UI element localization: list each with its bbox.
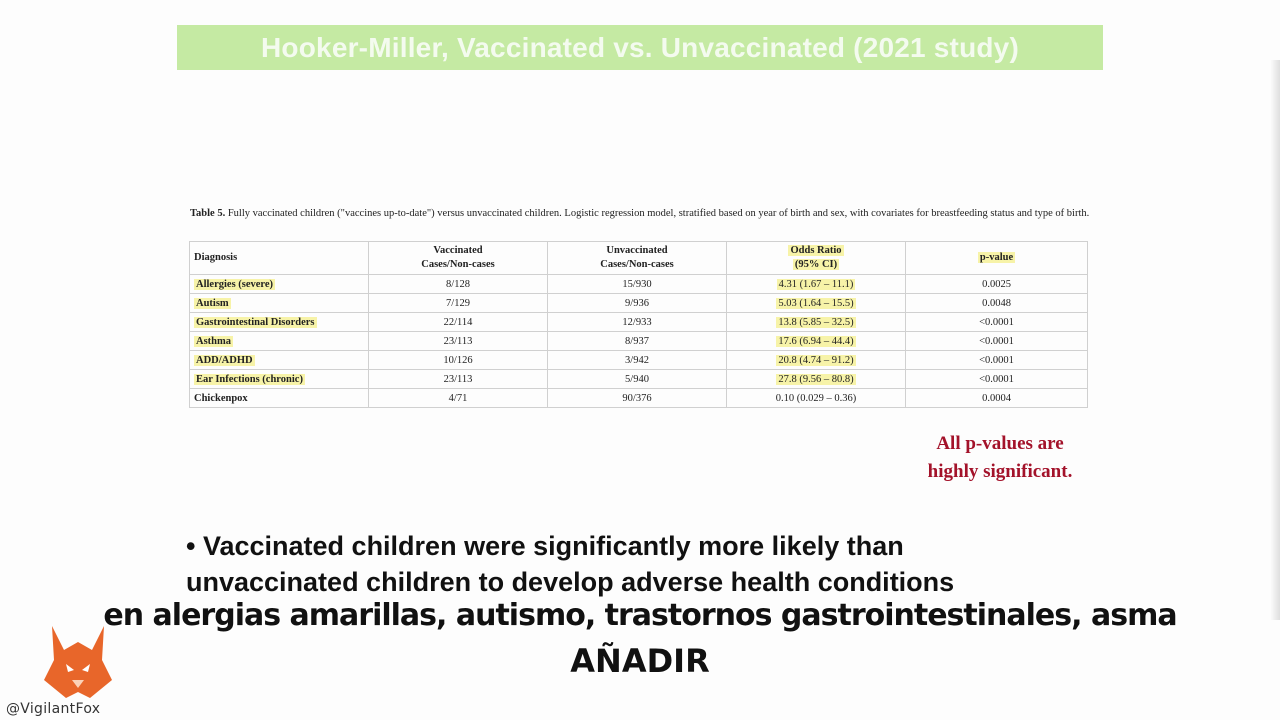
bullet-line-1: Vaccinated children were significantly more likely than [202,531,904,561]
cell-diagnosis: Allergies (severe) [190,275,369,294]
table-caption-label: Table 5. [190,208,226,219]
bullet-line-2: unvaccinated children to develop adverse health conditions [186,567,955,597]
cell-odds-ratio: 13.8 (5.85 – 32.5) [727,313,906,332]
table-row [190,294,1088,313]
bullet-point [186,528,1166,600]
table-caption-text: Fully vaccinated children ("vaccines up-to-date") versus unvaccinated children. Logistic regression model, stratified based on year of birth and sex, with covariates for breastfeeding status and type of birth. [225,208,1090,219]
cell-unvaccinated: 90/376 [548,389,727,408]
table-caption [190,206,1090,222]
cell-unvaccinated: 15/930 [548,275,727,294]
table-header-row [190,242,1088,275]
cell-vaccinated: 7/129 [369,294,548,313]
cell-unvaccinated: 5/940 [548,370,727,389]
table-row [190,275,1088,294]
significance-note-line-1: All p-values are [936,433,1064,454]
edge-shadow [1270,60,1280,620]
results-table [189,241,1088,408]
cell-p-value: 0.0004 [906,389,1088,408]
header-odds-ratio: Odds Ratio (95% CI) [727,242,906,275]
subtitle-line-1: en alergias amarillas, autismo, trastornos gastrointestinales, asma [103,598,1177,633]
cell-unvaccinated: 8/937 [548,332,727,351]
cell-diagnosis: Ear Infections (chronic) [190,370,369,389]
table-row [190,332,1088,351]
cell-odds-ratio: 17.6 (6.94 – 44.4) [727,332,906,351]
header-p-value: p-value [906,242,1088,275]
table-row [190,389,1088,408]
cell-p-value: <0.0001 [906,332,1088,351]
cell-p-value: <0.0001 [906,351,1088,370]
significance-note-line-2: highly significant. [927,461,1073,482]
cell-unvaccinated: 3/942 [548,351,727,370]
cell-diagnosis: Gastrointestinal Disorders [190,313,369,332]
brand-watermark: @VigilantFox [6,701,101,717]
cell-vaccinated: 23/113 [369,370,548,389]
bullet-symbol: • [186,531,196,561]
table-row [190,351,1088,370]
cell-p-value: 0.0048 [906,294,1088,313]
cell-p-value: <0.0001 [906,370,1088,389]
cell-diagnosis: ADD/ADHD [190,351,369,370]
subtitle-line-2: AÑADIR [570,642,710,680]
cell-unvaccinated: 9/936 [548,294,727,313]
cell-diagnosis: Asthma [190,332,369,351]
header-diagnosis: Diagnosis [190,242,369,275]
table-row [190,370,1088,389]
header-vaccinated: Vaccinated Cases/Non-cases [369,242,548,275]
header-unvaccinated: Unvaccinated Cases/Non-cases [548,242,727,275]
cell-p-value: 0.0025 [906,275,1088,294]
cell-diagnosis: Chickenpox [190,389,369,408]
cell-vaccinated: 22/114 [369,313,548,332]
cell-odds-ratio: 20.8 (4.74 – 91.2) [727,351,906,370]
table-body [190,275,1088,408]
slide-title: Hooker-Miller, Vaccinated vs. Unvaccinated (2021 study) [261,31,1019,63]
cell-vaccinated: 8/128 [369,275,548,294]
cell-odds-ratio: 0.10 (0.029 – 0.36) [727,389,906,408]
fox-logo-icon [38,620,118,702]
cell-vaccinated: 4/71 [369,389,548,408]
cell-p-value: <0.0001 [906,313,1088,332]
cell-vaccinated: 23/113 [369,332,548,351]
cell-vaccinated: 10/126 [369,351,548,370]
cell-odds-ratio: 4.31 (1.67 – 11.1) [727,275,906,294]
significance-note [900,430,1100,486]
table-row [190,313,1088,332]
cell-odds-ratio: 27.8 (9.56 – 80.8) [727,370,906,389]
slide-title-bar [177,25,1103,70]
cell-unvaccinated: 12/933 [548,313,727,332]
cell-diagnosis: Autism [190,294,369,313]
cell-odds-ratio: 5.03 (1.64 – 15.5) [727,294,906,313]
